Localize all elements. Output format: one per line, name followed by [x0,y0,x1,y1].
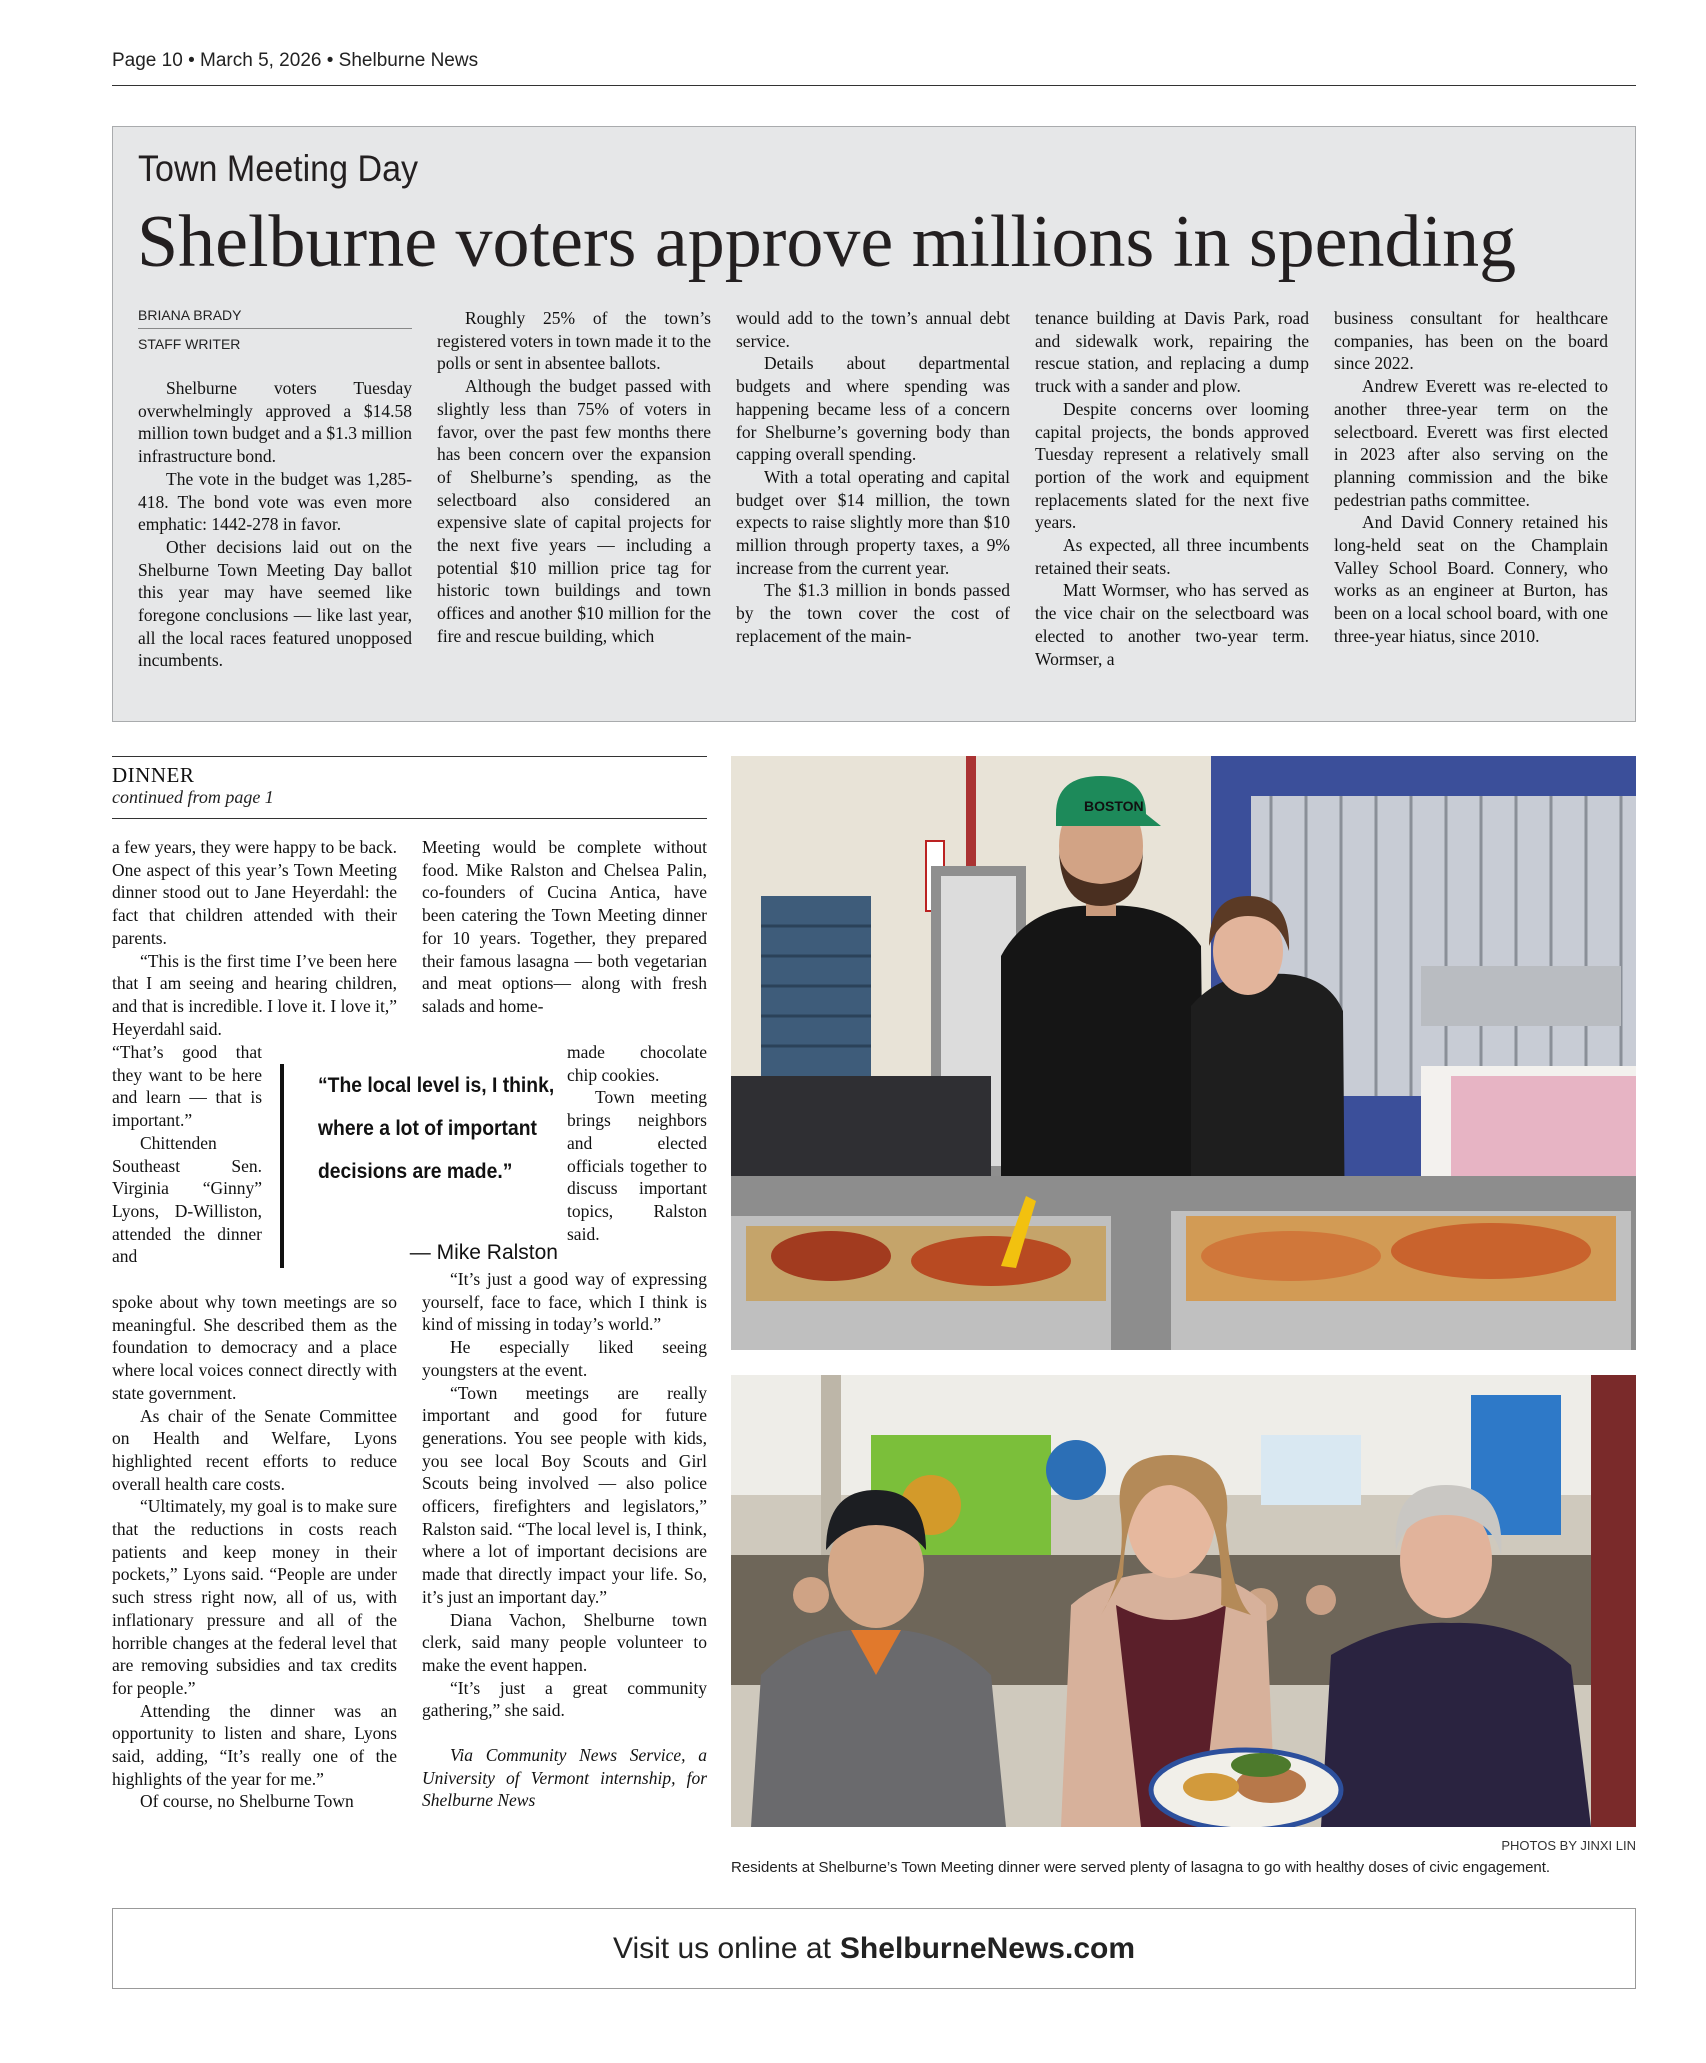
dinner-column-1-top [112,836,397,1040]
paragraph: Andrew Everett was re-elected to another three-year term on the selectboard. Everett was first elected in 2023 after also serving on the planning commission and the bike pedestrian paths committee. [1334,376,1608,510]
story-column-2 [437,307,711,648]
paragraph: As expected, all three incumbents retained their seats. [1035,535,1309,578]
paragraph: Shelburne voters Tuesday overwhelmingly approved a $14.58 million town budget and a $1.3 million infrastructure bond. [138,378,412,467]
paragraph: a few years, they were happy to be back. One aspect of this year’s Town Meeting dinner stood out to Jane Heyerdahl: the fact that children attended with their parents. [112,837,397,948]
website-link[interactable]: ShelburneNews.com [839,1931,1135,1965]
dinner-column-1-wrap [112,1041,262,1268]
dinner-bottom-rule [112,818,707,819]
photo-residents-dinner [731,1375,1636,1827]
paragraph: Details about departmental budgets and where spending was happening became less of a concern for Shelburne’s governing body than capping overall spending. [736,353,1010,465]
paragraph: spoke about why town meetings are so meaningful. She described them as the foundation to democracy and a place where local voices connect directly with state government. [112,1292,397,1403]
paragraph: “This is the first time I’ve been here that I am seeing and hearing children, and that is incredible. I love it. I love it,” Heyerdahl said. [112,950,397,1039]
paragraph: Matt Wormser, who has served as the vice chair on the selectboard was elected to another two-year term. Wormser, a [1035,580,1309,669]
paragraph: He especially liked seeing youngsters at the event. [422,1337,707,1380]
continued-from-line: continued from page 1 [112,787,274,807]
paragraph: With a total operating and capital budget over $14 million, the town expects to raise slightly more than $10 million through property taxes, a 9% increase from the current year. [736,466,1010,578]
dinner-column-1-bottom [112,1291,397,1813]
paragraph: Attending the dinner was an opportunity to listen and share, Lyons said, adding, “It’s really one of the highlights of the year for me.” [112,1700,397,1789]
paragraph: Despite concerns over looming capital projects, the bonds approved Tuesday represent a relatively small portion of the work and equipment replacements slated for the next five years. [1035,398,1309,533]
dinner-column-2-bottom [422,1268,707,1812]
paragraph: Of course, no Shelburne Town [140,1791,354,1812]
paragraph: As chair of the Senate Committee on Health and Welfare, Lyons highlighted recent efforts to reduce overall health care costs. [112,1405,397,1494]
story-byline [138,307,412,352]
paragraph: Meeting would be complete without food. Mike Ralston and Chelsea Palin, co-founders of Cucina Antica, have been catering the Town Meeting dinner for 10 years. Together, they prepared their famous lasagna — both vegetarian and meat options— along with fresh salads and home- [422,837,707,1016]
folio-divider [112,85,1636,86]
photo-caption: Residents at Shelburne’s Town Meeting dinner were served plenty of lasagna to go with healthy doses of civic engagement. [731,1859,1551,1876]
paragraph: Chittenden Southeast Sen. Virginia “Ginny” Lyons, D-Williston, attended the dinner and [112,1132,262,1267]
paragraph: Other decisions laid out on the Shelburne Town Meeting Day ballot this year may have seemed like foregone conclusions — like last year, all the local races featured unopposed incumbents. [138,536,412,671]
pull-quote [280,1064,558,1268]
story-headline: Shelburne voters approve millions in spending [137,201,1517,283]
paragraph: Town meeting brings neighbors and elected officials together to discuss important topics, Ralston said. [567,1087,707,1244]
photo-caterers-lasagna [731,756,1636,1350]
paragraph: The $1.3 million in bonds passed by the town cover the cost of replacement of the main- [736,580,1010,646]
paragraph: would add to the town’s annual debt service. [736,308,1010,351]
paragraph: “Town meetings are really important and good for future generations. You see people with kids, you see local Boy Scouts and Girl Scouts being involved — also police officers, firefighters and legislators,” Ralston said. “The local level is, I think, where a lot of important decisions are made that directly impact your life. So, it’s just an important day.” [422,1382,707,1607]
photo-credit: PHOTOS BY JINXI LIN [1501,1838,1636,1853]
paragraph: And David Connery retained his long-held seat on the Champlain Valley School Board. Connery, who works as an engineer at Burton, has been on a local school board, with one three-year hiatus, since 2010. [1334,512,1608,646]
paragraph: tenance building at Davis Park, road and sidewalk work, repairing the rescue station, and replacing a dump truck with a sander and plow. [1035,308,1309,397]
story-column-1 [138,377,412,672]
paragraph: Although the budget passed with slightly less than 75% of voters in favor, over the past few months there has been concern over the expansion of Shelburne’s spending, as the selectboard also considered an expensive slate of capital projects for the next five years — including a potential $10 million price tag for historic town buildings and town offices and another $10 million for the fire and rescue building, which [437,376,711,646]
website-promo-box [112,1908,1636,1989]
cap-lettering: BOSTON [1084,798,1144,814]
dinner-column-2-top [422,836,707,1018]
paragraph: “That’s good that they want to be here and learn — that is important.” [112,1042,262,1131]
paragraph: made chocolate chip cookies. [567,1042,707,1085]
website-promo-text: Visit us online at [613,1931,831,1965]
paragraph: “Ultimately, my goal is to make sure that the reductions in costs reach patients and keep money in their pockets,” Lyons said. “People are under such stress right now, all of us, with inflationary pressure and all of the horrible changes at the federal level that are removing subsidies and tax credits for people.” [112,1496,397,1698]
jump-label: DINNER [112,763,195,787]
pull-quote-attribution: — Mike Ralston [409,1241,558,1264]
byline-role: STAFF WRITER [138,336,241,352]
story-column-4 [1035,307,1309,670]
dinner-column-2-wrap [567,1041,707,1245]
story-kicker: Town Meeting Day [138,148,419,189]
story-credit: Via Community News Service, a University of Vermont internship, for Shelburne News [422,1745,707,1811]
paragraph: business consultant for healthcare companies, has been on the board since 2022. [1334,308,1608,374]
byline-name: BRIANA BRADY [138,307,412,329]
paragraph: “It’s just a good way of expressing yourself, face to face, which I think is kind of missing in today’s world.” [422,1269,707,1335]
paragraph: Roughly 25% of the town’s registered voters in town made it to the polls or sent in absentee ballots. [437,308,711,374]
paragraph: The vote in the budget was 1,285-418. The bond vote was even more emphatic: 1442-278 in favor. [138,468,412,535]
paragraph: Diana Vachon, Shelburne town clerk, said many people volunteer to make the event happen. [422,1609,707,1675]
dinner-top-rule [112,756,707,757]
story-column-5 [1334,307,1608,648]
pull-quote-text: “The local level is, I think, where a lot of important decisions are made.” [318,1074,555,1183]
paragraph: “It’s just a great community gathering,” she said. [422,1677,707,1721]
page-folio: Page 10 • March 5, 2026 • Shelburne News [112,50,479,71]
story-column-3 [736,307,1010,648]
